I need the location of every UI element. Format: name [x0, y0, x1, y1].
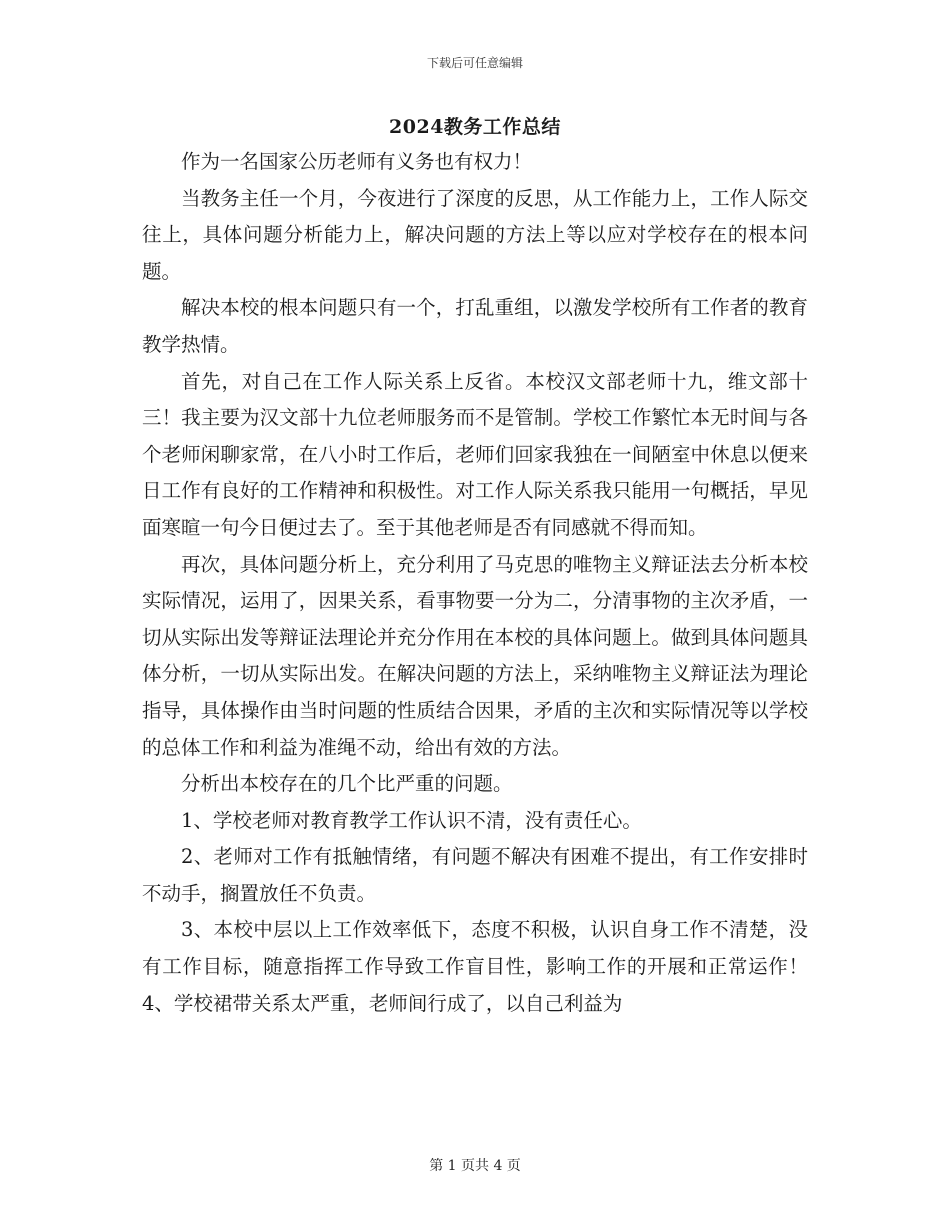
header-note: 下载后可任意编辑	[426, 56, 523, 70]
paragraph: 再次，具体问题分析上，充分利用了马克思的唯物主义辩证法去分析本校实际情况，运用了，因果关系，看事物要一分为二，分清事物的主次矛盾，一切从实际出发等辩证法理论并充分作用在本校的具体问题上。做到具体问题具体分析，一切从实际出发。在解决问题的方法上，采纳唯物主义辩证法为理论指导，具体操作由当时问题的性质结合因果，矛盾的主次和实际情况等以学校的总体工作和利益为准绳不动，给出有效的方法。	[142, 552, 808, 759]
paragraph: 解决本校的根本问题只有一个，打乱重组，以激发学校所有工作者的教育教学热情。	[142, 296, 808, 356]
paragraph: 作为一名国家公历老师有义务也有权力！	[181, 150, 533, 173]
list-item: 1、学校老师对教育教学工作认识不清，没有责任心。	[181, 808, 642, 832]
paragraph: 首先，对自己在工作人际关系上反省。本校汉文部老师十九，维文部十三！我主要为汉文部十九位老师服务而不是管制。学校工作繁忙本无时间与各个老师闲聊家常，在八小时工作后，老师们回家我独在一间陋室中休息以便来日工作有良好的工作精神和积极性。对工作人际关系我只能用一句概括，早见面寒暄一句今日便过去了。至于其他老师是否有同感就不得而知。	[142, 369, 808, 539]
paragraph: 当教务主任一个月，今夜进行了深度的反思，从工作能力上，工作人际交往上，具体问题分析能力上，解决问题的方法上等以应对学校存在的根本问题。	[142, 186, 808, 283]
document-title: 2024教务工作总结	[389, 116, 561, 138]
page-number: 第 1 页共 4 页	[429, 1158, 521, 1174]
list-item: 2、老师对工作有抵触情绪，有问题不解决有困难不提出，有工作安排时不动手，搁置放任不负责。	[142, 845, 808, 905]
list-item: 3、本校中层以上工作效率低下，态度不积极，认识自身工作不清楚，没有工作目标，随意指挥工作导致工作盲目性，影响工作的开展和正常运作！4、学校裙带关系太严重，老师间行成了，以自己利益为	[142, 918, 808, 1015]
paragraph: 分析出本校存在的几个比严重的问题。	[181, 772, 513, 796]
document-body	[142, 144, 808, 1022]
